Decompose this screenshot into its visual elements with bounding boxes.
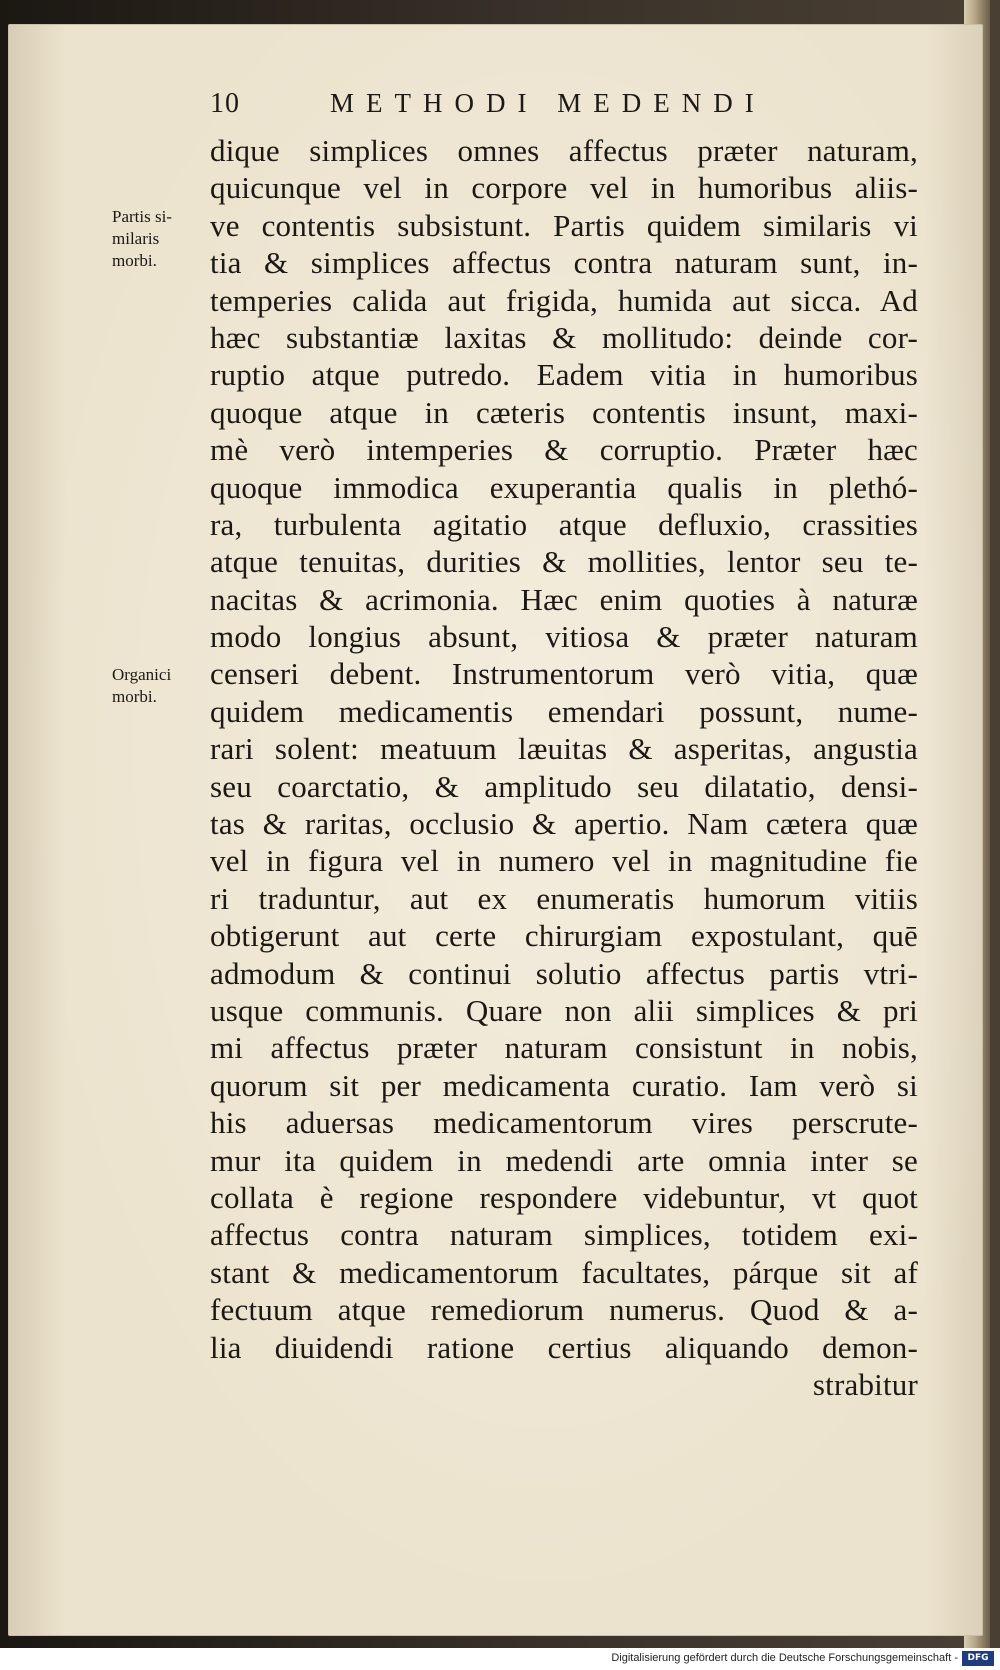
footer-credit: Digitalisierung gefördert durch die Deutsche Forschungsgemeinschaft - (611, 1652, 958, 1664)
text-line: hæc substantiæ laxitas & mollitudo: deinde cor- (210, 319, 918, 355)
dfg-logo: DFG (962, 1651, 994, 1666)
margin-note-partis-similaris (112, 206, 212, 272)
text-line: vel in figura vel in numero vel in magnitudine fie (210, 843, 918, 879)
catchword: strabitur (812, 1366, 918, 1402)
text-line: quoque immodica exuperantia qualis in plethó- (210, 469, 918, 505)
margin-note-line: Organici (112, 665, 172, 684)
text-line: modo longius absunt, vitiosa & præter naturam (210, 619, 918, 655)
text-line: atque tenuitas, durities & mollities, lentor seu te- (210, 544, 918, 580)
text-line: tia & simplices affectus contra naturam sunt, in- (210, 245, 918, 281)
body-text (210, 132, 918, 1403)
text-line: usque communis. Quare non alii simplices & pri (210, 992, 918, 1028)
text-line: ve contentis subsistunt. Partis quidem similaris vi (210, 207, 918, 243)
margin-note-line: morbi. (112, 687, 157, 706)
margin-note-line: milaris (112, 229, 160, 248)
text-line: temperies calida aut frigida, humida aut sicca. Ad (210, 282, 918, 318)
text-line: nacitas & acrimonia. Hæc enim quoties à naturæ (210, 581, 918, 617)
text-line: admodum & continui solutio affectus partis vtri- (210, 955, 918, 991)
text-line: ruptio atque putredo. Eadem vitia in humoribus (210, 357, 918, 393)
page-number: 10 (210, 88, 240, 119)
text-line: seu coarctatio, & amplitudo seu dilatatio, densi- (210, 768, 918, 804)
text-line: collata è regione respondere videbuntur, vt quot (210, 1179, 918, 1215)
text-line: fectuum atque remediorum numerus. Quod & a- (210, 1292, 918, 1328)
margin-note-line: Partis si- (112, 207, 172, 226)
text-line: quorum sit per medicamenta curatio. Iam verò si (210, 1067, 918, 1103)
text-line: quidem medicamentis emendari possunt, nume- (210, 693, 918, 729)
text-line: dique simplices omnes affectus præter naturam, (210, 133, 918, 168)
text-line: mè verò intemperies & corruptio. Præter hæc (210, 432, 918, 468)
text-line: ra, turbulenta agitatio atque defluxio, crassities (210, 506, 918, 542)
text-line: quicunque vel in corpore vel in humoribus aliis- (210, 170, 918, 206)
text-line: censeri debent. Instrumentorum verò vitia, quæ (210, 656, 918, 692)
text-line: mi affectus præter naturam consistunt in nobis, (210, 1030, 918, 1066)
text-line: affectus contra naturam simplices, totidem exi- (210, 1217, 918, 1253)
text-line: lia diuidendi ratione certius aliquando demon- (210, 1329, 918, 1365)
footer-bar (0, 1648, 1000, 1670)
text-line: ri traduntur, aut ex enumeratis humorum vitiis (210, 880, 918, 916)
text-line: stant & medicamentorum facultates, párque sit af (210, 1254, 918, 1290)
margin-note-line: morbi. (112, 251, 157, 270)
text-line: quoque atque in cæteris contentis insunt, maxi- (210, 394, 918, 430)
text-line: his aduersas medicamentorum vires perscrute- (210, 1105, 918, 1141)
text-line: rari solent: meatuum læuitas & asperitas, angustia (210, 731, 918, 767)
text-line: tas & raritas, occlusio & apertio. Nam cætera quæ (210, 806, 918, 842)
text-line: obtigerunt aut certe chirurgiam expostulant, quē (210, 918, 918, 954)
running-head: METHODI MEDENDI (330, 88, 766, 118)
text-line: mur ita quidem in medendi arte omnia inter se (210, 1142, 918, 1178)
margin-note-organici (112, 664, 212, 708)
